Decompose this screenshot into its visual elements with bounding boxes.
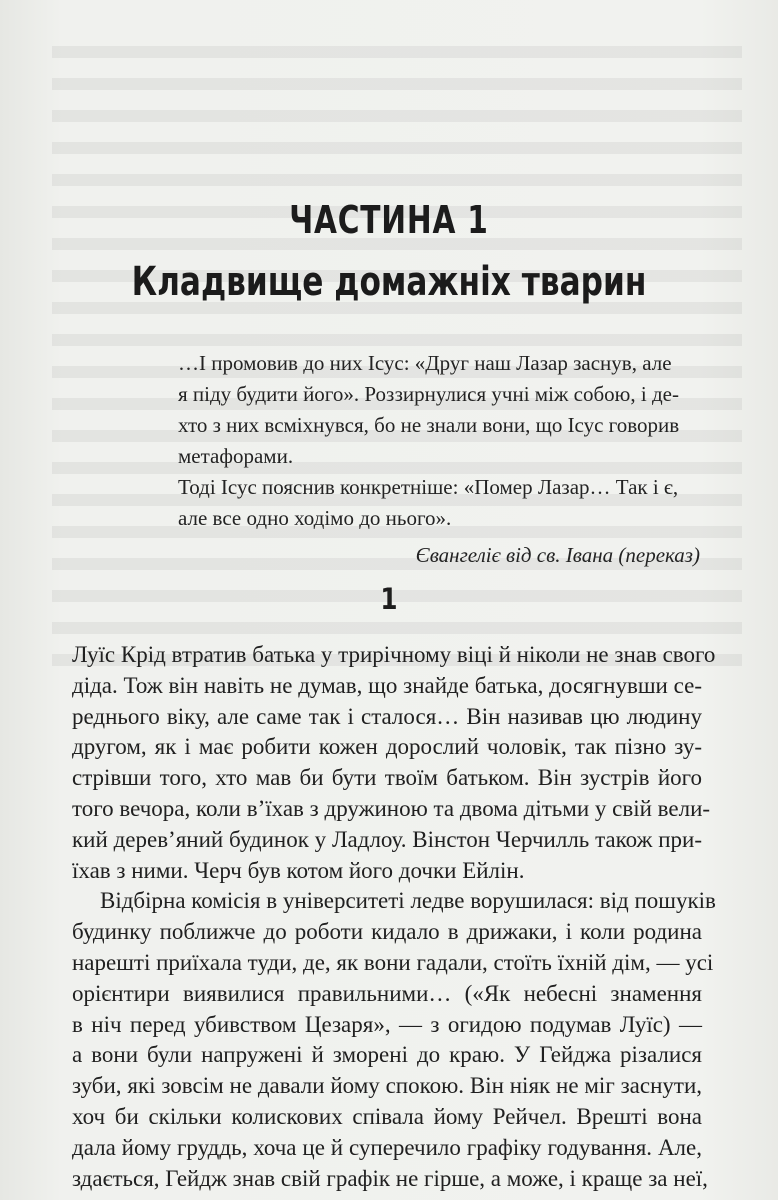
text-line: дала йому груддь, хоча це й суперечило графіку годування. Але,	[72, 1134, 702, 1160]
text-line: орієнтири виявилися правильними… («Як небесні знамення	[72, 980, 702, 1006]
text-line: а вони були напружені й зморені до краю. У Гейджа різалися	[72, 1042, 702, 1068]
text-line: здається, Гейдж знав свій графік не гірше, а може, і краще за неї,	[72, 1165, 708, 1191]
epigraph-line: хто з них всміхнувся, бо не знали вони, що Ісус говорив	[178, 413, 680, 437]
text-line: в ніч перед убивством Цезаря», — з огидою подумав Луїс) —	[72, 1011, 702, 1037]
text-line: зуби, які зовсім не давали йому спокою. Він ніяк не міг заснути,	[72, 1073, 702, 1099]
epigraph-line: Тоді Ісус пояснив конкретніше: «Помер Лазар… Так і є,	[178, 475, 679, 499]
part-subtitle: Кладвище домажніх тварин	[131, 259, 647, 305]
epigraph-line: метафорами.	[178, 444, 294, 468]
paragraph-1	[72, 640, 716, 886]
text-line: будинку поближче до роботи кидало в дрижаки, і коли родина	[72, 919, 702, 945]
epigraph	[178, 348, 700, 571]
text-line: нарешті приїхала туди, де, як вони гадали, стоїть їхній дім, — усі	[72, 949, 714, 975]
part-title: ЧАСТИНА 1	[289, 198, 489, 242]
paragraph-2	[72, 886, 716, 1194]
text-line: хоч би скільки колискових співала йому Рейчел. Врешті вона	[72, 1103, 702, 1129]
chapter-number: 1	[380, 582, 398, 616]
text-line: їхав з ними. Черч був котом його дочки Ейлін.	[72, 857, 525, 883]
text-line: Відбірна комісія в університеті ледве ворушилася: від пошуків	[100, 888, 716, 914]
epigraph-line: …І промовив до них Ісус: «Друг наш Лазар заснув, але	[178, 351, 672, 375]
chapter-body	[72, 640, 716, 1194]
epigraph-line: але все одно ходімо до нього».	[178, 506, 452, 530]
text-line: того вечора, коли в’їхав з дружиною та двома дітьми у свій вели-	[72, 795, 711, 821]
text-line: діда. Тож він навіть не думав, що знайде батька, досягнувши се-	[72, 672, 702, 698]
text-line: Луїс Крід втратив батька у трирічному віці й ніколи не знав свого	[72, 642, 716, 667]
epigraph-source: Євангеліє від св. Івана (переказ)	[415, 543, 700, 567]
text-line: кий дерев’яний будинок у Ладлоу. Вінстон Черчилль також при-	[72, 826, 702, 852]
text-line: стрівши того, хто мав би бути твоїм батьком. Він зустрів його	[72, 765, 702, 791]
text-line: другом, як і має робити кожен дорослий чоловік, так пізно зу-	[72, 734, 702, 760]
text-line: реднього віку, але саме так і сталося… Він називав цю людину	[72, 703, 702, 729]
epigraph-line: я піду будити його». Роззирнулися учні між собою, і де-	[178, 382, 679, 406]
